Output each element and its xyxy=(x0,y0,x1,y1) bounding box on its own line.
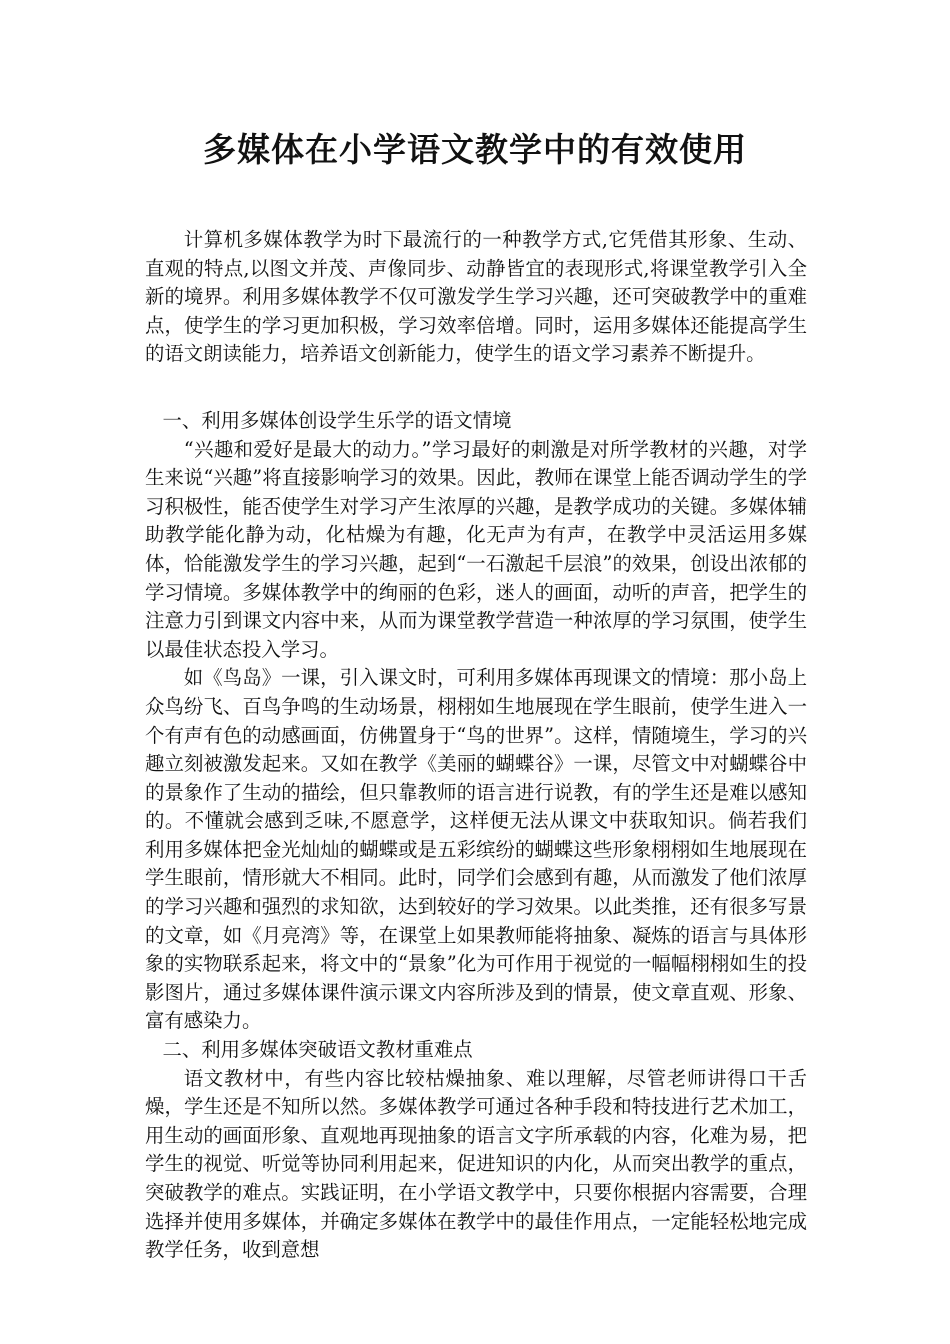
section-heading-2: 二、利用多媒体突破语文教材重难点 xyxy=(162,1038,473,1062)
section2-paragraph-1: 语文教材中，有些内容比较枯燥抽象、难以理解，尽管老师讲得口干舌燥，学生还是不知所以然。多媒体教学可通过各种手段和特技进行艺术加工，用生动的画面形象、直观地再现抽象的语言文字所承载的内容，化难为易，把学生的视觉、听觉等协同利用起来，促进知识的内化，从而突出教学的重点，突破教学的难点。实践证明，在小学语文教学中，只要你根据内容需要，合理选择并使用多媒体，并确定多媒体在教学中的最佳作用点，一定能轻松地完成教学任务，收到意想 xyxy=(145,1066,807,1262)
section-heading-1: 一、利用多媒体创设学生乐学的语文情境 xyxy=(162,408,512,432)
section1-paragraph-2: 如《鸟岛》一课，引入课文时，可利用多媒体再现课文的情境：那小岛上众鸟纷飞、百鸟争鸣的生动场景，栩栩如生地展现在学生眼前，使学生进入一个有声有色的动感画面，仿佛置身于“鸟的世界”。这样，情随境生，学习的兴趣立刻被激发起来。又如在教学《美丽的蝴蝶谷》一课，尽管文中对蝴蝶谷中的景象作了生动的描绘，但只靠教师的语言进行说教，有的学生还是难以感知的。不懂就会感到乏味,不愿意学，这样便无法从课文中获取知识。倘若我们利用多媒体把金光灿灿的蝴蝶或是五彩缤纷的蝴蝶这些形象栩栩如生地展现在学生眼前，情形就大不相同。此时，同学们会感到有趣，从而激发了他们浓厚的学习兴趣和强烈的求知欲，达到较好的学习效果。以此类推，还有很多写景的文章，如《月亮湾》等，在课堂上如果教师能将抽象、凝炼的语言与具体形象的实物联系起来，将文中的“景象”化为可作用于视觉的一幅幅栩栩如生的投影图片，通过多媒体课件演示课文内容所涉及到的情景，使文章直观、形象、富有感染力。 xyxy=(145,666,807,1033)
section1-paragraph-1: “兴趣和爱好是最大的动力。”学习最好的刺激是对所学教材的兴趣，对学生来说“兴趣”将直接影响学习的效果。因此，教师在课堂上能否调动学生的学习积极性，能否使学生对学习产生浓厚的兴趣，是教学成功的关键。多媒体辅助教学能化静为动，化枯燥为有趣，化无声为有声，在教学中灵活运用多媒体，恰能激发学生的学习兴趣，起到“一石激起千层浪”的效果，创设出浓郁的学习情境。多媒体教学中的绚丽的色彩，迷人的画面，动听的声音，把学生的注意力引到课文内容中来，从而为课堂教学营造一种浓厚的学习氛围，使学生以最佳状态投入学习。 xyxy=(145,437,807,661)
page-title: 多媒体在小学语文教学中的有效使用 xyxy=(203,130,747,169)
intro-paragraph: 计算机多媒体教学为时下最流行的一种教学方式,它凭借其形象、生动、直观的特点,以图文并茂、声像同步、动静皆宜的表现形式,将课堂教学引入全新的境界。利用多媒体教学不仅可激发学生学习兴趣，还可突破教学中的重难点，使学生的学习更加积极，学习效率倍增。同时，运用多媒体还能提高学生的语文朗读能力，培养语文创新能力，使学生的语文学习素养不断提升。 xyxy=(145,228,807,366)
document-body xyxy=(145,226,807,1265)
